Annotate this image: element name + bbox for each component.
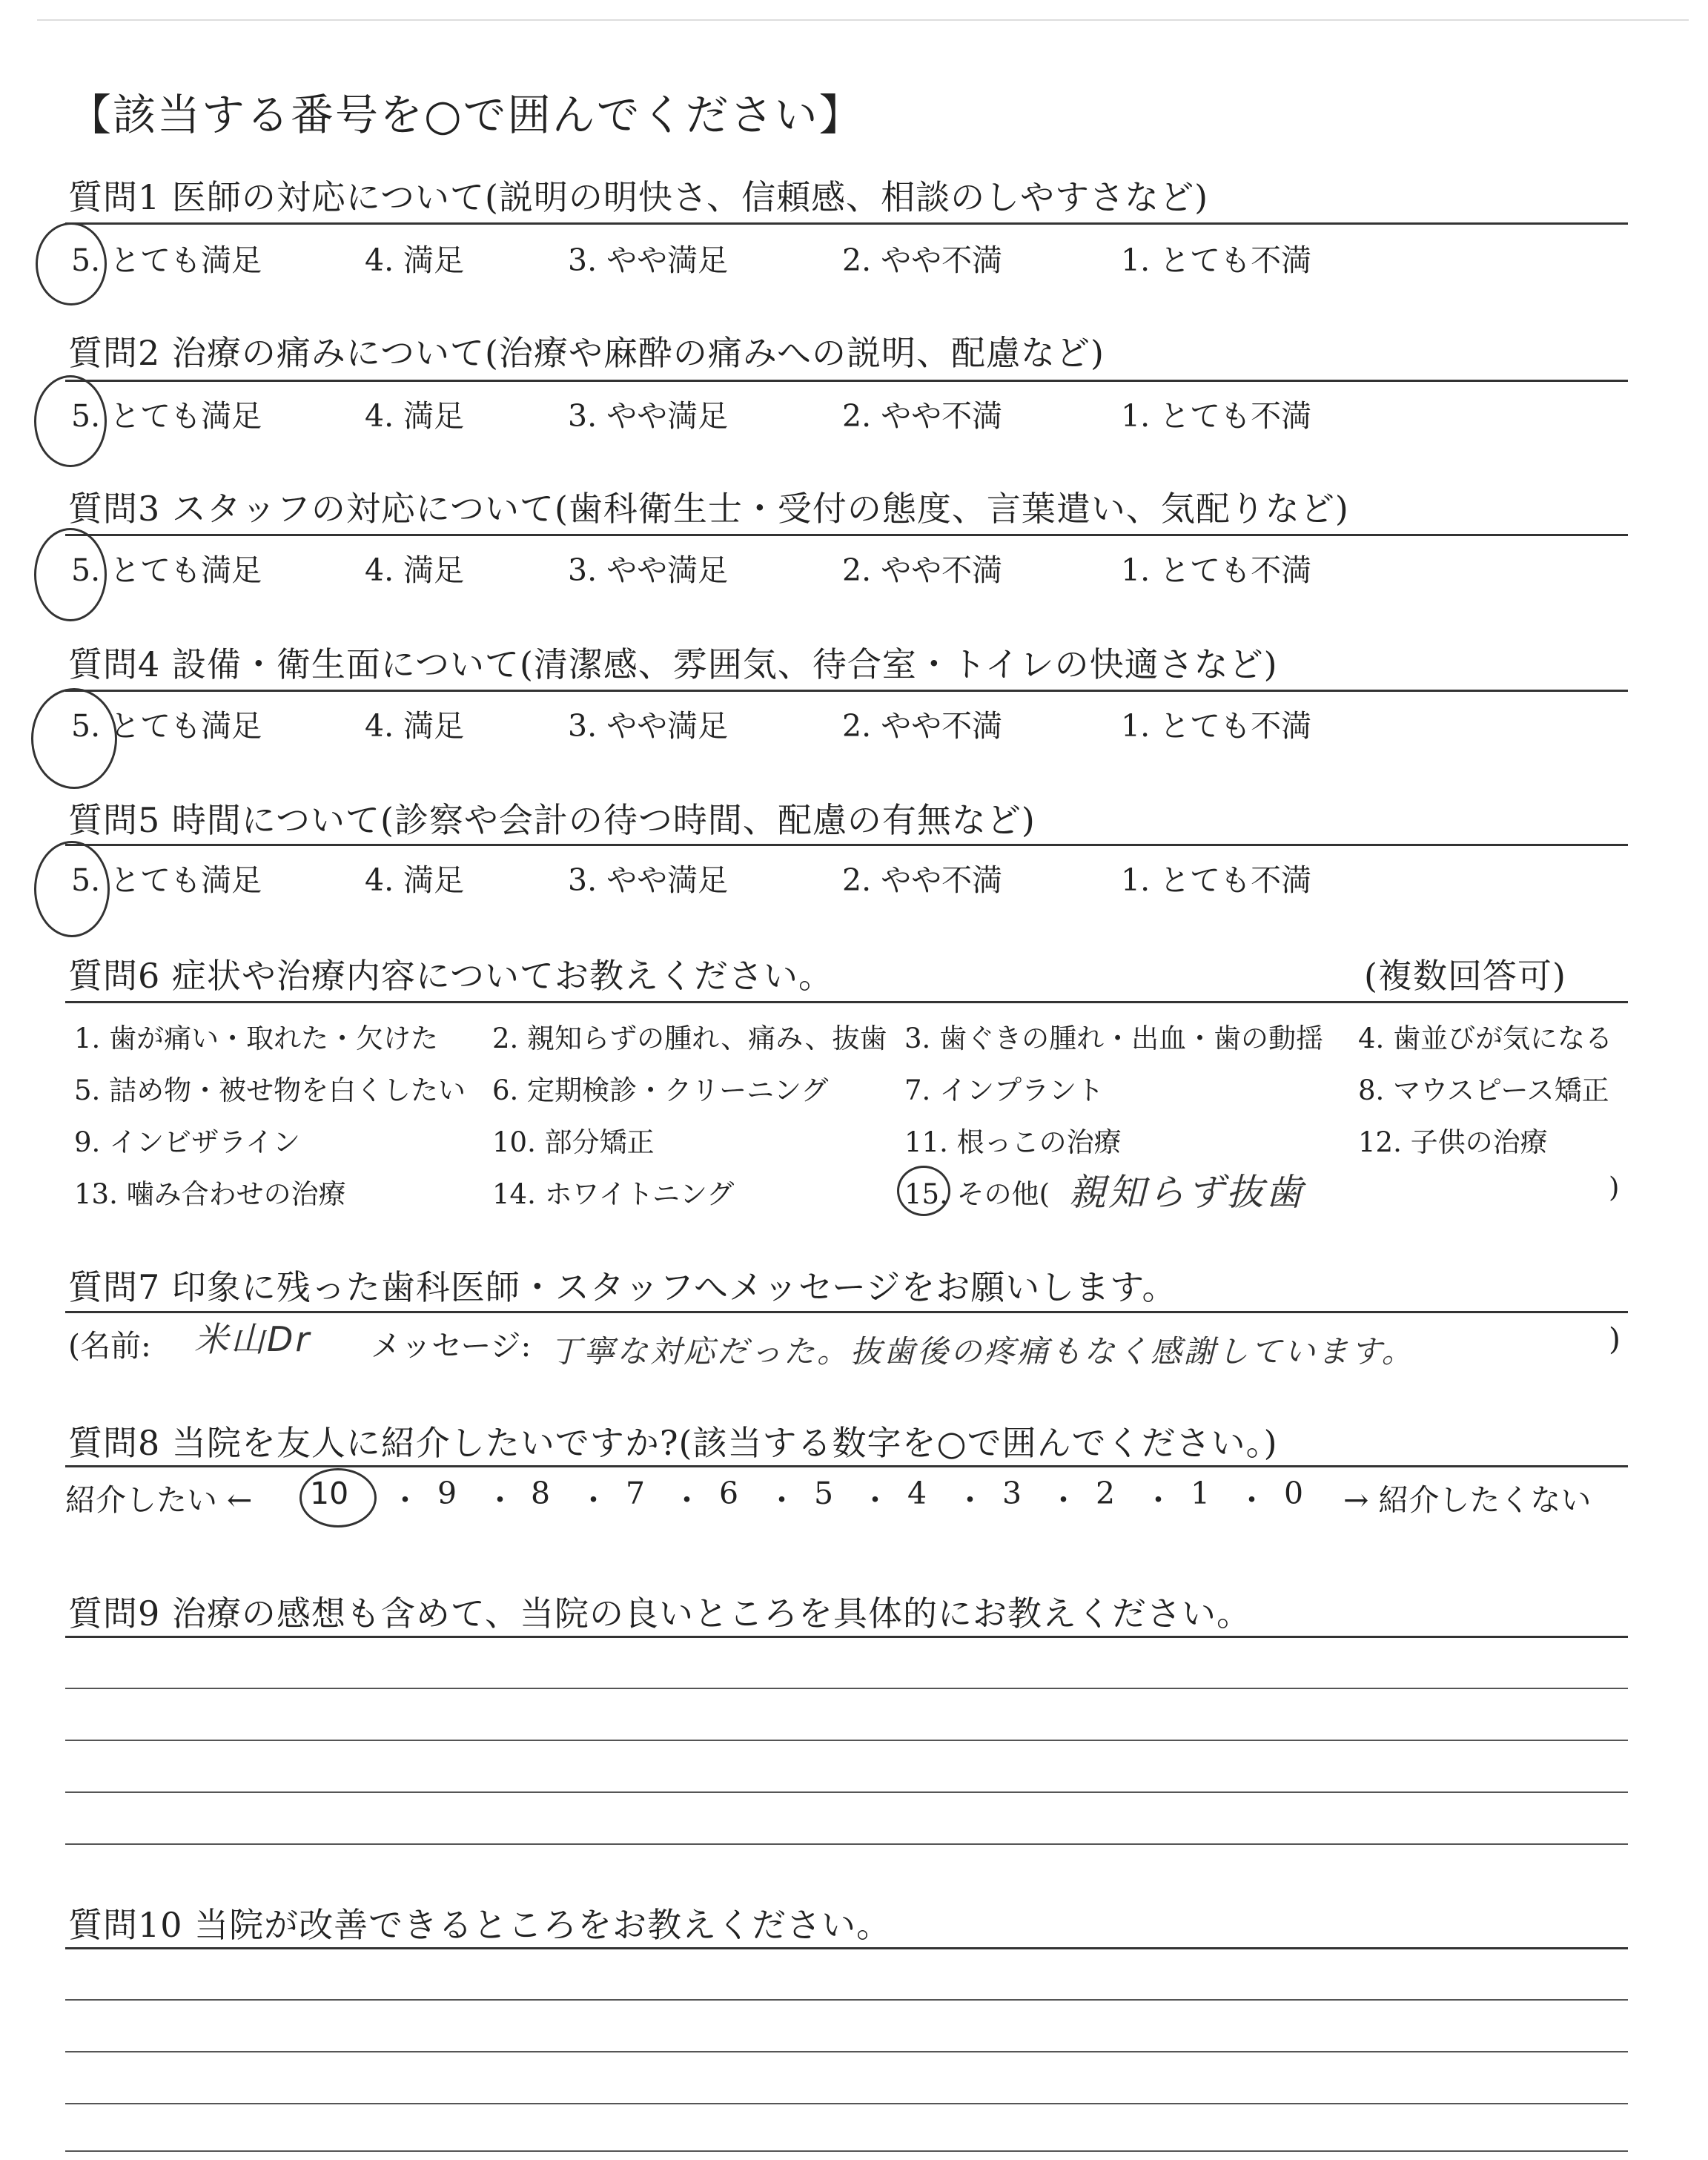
- question-3-rule: [65, 534, 1628, 536]
- q6-option-11[interactable]: 11. 根っこの治療: [904, 1126, 1122, 1158]
- q6-selection-circle: [897, 1166, 950, 1216]
- question-3-label: 質問3 スタッフの対応について(歯科衛生士・受付の態度、言葉遣い、気配りなど): [68, 489, 1349, 529]
- q5-option-5[interactable]: 5. とても満足: [71, 862, 262, 898]
- q6-option-5[interactable]: 5. 詰め物・被せ物を白くしたい: [74, 1074, 466, 1106]
- q4-option-2[interactable]: 2. やや不満: [842, 708, 1003, 744]
- q2-option-1[interactable]: 1. とても不満: [1121, 398, 1312, 434]
- q8-scale-0[interactable]: 0: [1284, 1476, 1304, 1511]
- q2-option-2[interactable]: 2. やや不満: [842, 398, 1003, 434]
- q7-message-value: 丁寧な対応だった。抜歯後の疼痛もなく感謝しています。: [550, 1333, 1415, 1370]
- q5-selection-circle: [34, 841, 110, 937]
- question-5-rule: [65, 844, 1628, 846]
- q8-scale-6[interactable]: 6: [719, 1476, 739, 1511]
- q7-name-label: (名前:: [68, 1328, 151, 1364]
- q8-sep: ・: [485, 1482, 515, 1518]
- q1-option-2[interactable]: 2. やや不満: [842, 242, 1003, 278]
- q8-sep: ・: [672, 1482, 702, 1518]
- q6-option-10[interactable]: 10. 部分矯正: [492, 1126, 655, 1158]
- q3-option-2[interactable]: 2. やや不満: [842, 552, 1003, 588]
- q4-selection-circle: [31, 688, 117, 789]
- q8-sep: ・: [390, 1482, 420, 1518]
- q6-option-12[interactable]: 12. 子供の治療: [1358, 1126, 1548, 1158]
- question-4-rule: [65, 690, 1628, 692]
- q1-option-4[interactable]: 4. 満足: [365, 242, 465, 278]
- q5-option-2[interactable]: 2. やや不満: [842, 862, 1003, 898]
- q1-option-5[interactable]: 5. とても満足: [71, 242, 262, 278]
- q8-sep: ・: [860, 1482, 890, 1518]
- q8-scale-2[interactable]: 2: [1096, 1476, 1116, 1511]
- q1-option-1[interactable]: 1. とても不満: [1121, 242, 1312, 278]
- q7-close: ): [1609, 1321, 1621, 1357]
- q7-name-value: 米山Dr: [194, 1319, 312, 1359]
- question-10-label: 質問10 当院が改善できるところをお教えください。: [68, 1905, 892, 1945]
- q8-selection-circle: [299, 1468, 377, 1527]
- q2-selection-circle: [34, 375, 107, 467]
- q6-option-8[interactable]: 8. マウスピース矯正: [1358, 1074, 1609, 1106]
- q6-option-6[interactable]: 6. 定期検診・クリーニング: [492, 1074, 829, 1106]
- q6-option-15[interactable]: 15. その他(: [904, 1178, 1050, 1210]
- question-8-rule: [65, 1465, 1628, 1467]
- q8-sep: ・: [1143, 1482, 1174, 1518]
- question-1-label: 質問1 医師の対応について(説明の明快さ、信頼感、相談のしやすさなど): [68, 177, 1209, 217]
- q10-write-line[interactable]: [65, 1999, 1628, 2001]
- q6-option-4[interactable]: 4. 歯並びが気になる: [1358, 1023, 1613, 1054]
- q10-write-line[interactable]: [65, 2150, 1628, 2152]
- question-4-label: 質問4 設備・衛生面について(清潔感、雰囲気、待合室・トイレの快適さなど): [68, 644, 1278, 684]
- q10-write-line[interactable]: [65, 2103, 1628, 2104]
- q8-sep: ・: [955, 1482, 985, 1518]
- q6-other-close: ): [1609, 1172, 1620, 1203]
- q2-option-5[interactable]: 5. とても満足: [71, 398, 262, 434]
- q8-scale-7[interactable]: 7: [626, 1476, 646, 1511]
- q6-option-3[interactable]: 3. 歯ぐきの腫れ・出血・歯の動揺: [904, 1023, 1324, 1054]
- q7-message-label: メッセージ:: [371, 1328, 532, 1364]
- q9-write-line[interactable]: [65, 1740, 1628, 1741]
- q4-option-4[interactable]: 4. 満足: [365, 708, 465, 744]
- q10-write-line[interactable]: [65, 2051, 1628, 2052]
- question-2-label: 質問2 治療の痛みについて(治療や麻酔の痛みへの説明、配慮など): [68, 333, 1105, 373]
- q6-other-answer: 親知らず抜歯: [1069, 1171, 1305, 1214]
- q8-sep: ・: [767, 1482, 797, 1518]
- scan-top-edge: [37, 19, 1689, 21]
- question-7-label: 質問7 印象に残った歯科医師・スタッフへメッセージをお願いします。: [68, 1267, 1177, 1307]
- question-6-note: (複数回答可): [1364, 956, 1566, 996]
- question-6-label: 質問6 症状や治療内容についてお教えください。: [68, 956, 833, 996]
- q8-right-label: → 紹介したくない: [1343, 1482, 1592, 1518]
- q9-write-line[interactable]: [65, 1688, 1628, 1689]
- q3-option-4[interactable]: 4. 満足: [365, 552, 465, 588]
- q8-sep: ・: [1048, 1482, 1079, 1518]
- q1-option-3[interactable]: 3. やや満足: [568, 242, 729, 278]
- q3-option-5[interactable]: 5. とても満足: [71, 552, 262, 588]
- question-5-label: 質問5 時間について(診察や会計の待つ時間、配慮の有無など): [68, 800, 1036, 840]
- q8-scale-3[interactable]: 3: [1002, 1476, 1022, 1511]
- q5-option-4[interactable]: 4. 満足: [365, 862, 465, 898]
- q6-option-13[interactable]: 13. 噛み合わせの治療: [74, 1178, 346, 1210]
- q2-option-4[interactable]: 4. 満足: [365, 398, 465, 434]
- page-title: 【該当する番号を○で囲んでください】: [68, 90, 864, 140]
- q8-scale-4[interactable]: 4: [907, 1476, 927, 1511]
- q9-write-line[interactable]: [65, 1843, 1628, 1845]
- q6-option-2[interactable]: 2. 親知らずの腫れ、痛み、抜歯: [492, 1023, 887, 1054]
- q4-option-3[interactable]: 3. やや満足: [568, 708, 729, 744]
- q3-option-3[interactable]: 3. やや満足: [568, 552, 729, 588]
- q4-option-1[interactable]: 1. とても不満: [1121, 708, 1312, 744]
- q4-option-5[interactable]: 5. とても満足: [71, 708, 262, 744]
- question-6-rule: [65, 1001, 1628, 1003]
- q6-option-1[interactable]: 1. 歯が痛い・取れた・欠けた: [74, 1023, 439, 1054]
- q6-option-7[interactable]: 7. インプラント: [904, 1074, 1105, 1106]
- q8-scale-8[interactable]: 8: [531, 1476, 551, 1511]
- q8-scale-10[interactable]: 10: [310, 1476, 349, 1511]
- q8-scale-9[interactable]: 9: [437, 1476, 457, 1511]
- q6-option-14[interactable]: 14. ホワイトニング: [492, 1178, 735, 1210]
- question-10-rule: [65, 1947, 1628, 1949]
- q8-left-label: 紹介したい ←: [65, 1482, 253, 1518]
- question-9-rule: [65, 1636, 1628, 1638]
- q2-option-3[interactable]: 3. やや満足: [568, 398, 729, 434]
- question-8-label: 質問8 当院を友人に紹介したいですか?(該当する数字を○で囲んでください。): [68, 1423, 1278, 1463]
- q5-option-3[interactable]: 3. やや満足: [568, 862, 729, 898]
- question-2-rule: [65, 380, 1628, 382]
- q5-option-1[interactable]: 1. とても不満: [1121, 862, 1312, 898]
- q9-write-line[interactable]: [65, 1791, 1628, 1793]
- q8-sep: ・: [578, 1482, 609, 1518]
- question-1-rule: [65, 222, 1628, 225]
- q6-option-9[interactable]: 9. インビザライン: [74, 1126, 300, 1158]
- q8-sep: ・: [1237, 1482, 1267, 1518]
- q3-option-1[interactable]: 1. とても不満: [1121, 552, 1312, 588]
- q8-scale-5[interactable]: 5: [814, 1476, 834, 1511]
- q1-selection-circle: [36, 222, 107, 305]
- q3-selection-circle: [34, 528, 107, 621]
- question-9-label: 質問9 治療の感想も含めて、当院の良いところを具体的にお教えください。: [68, 1593, 1251, 1634]
- q8-scale-1[interactable]: 1: [1191, 1476, 1211, 1511]
